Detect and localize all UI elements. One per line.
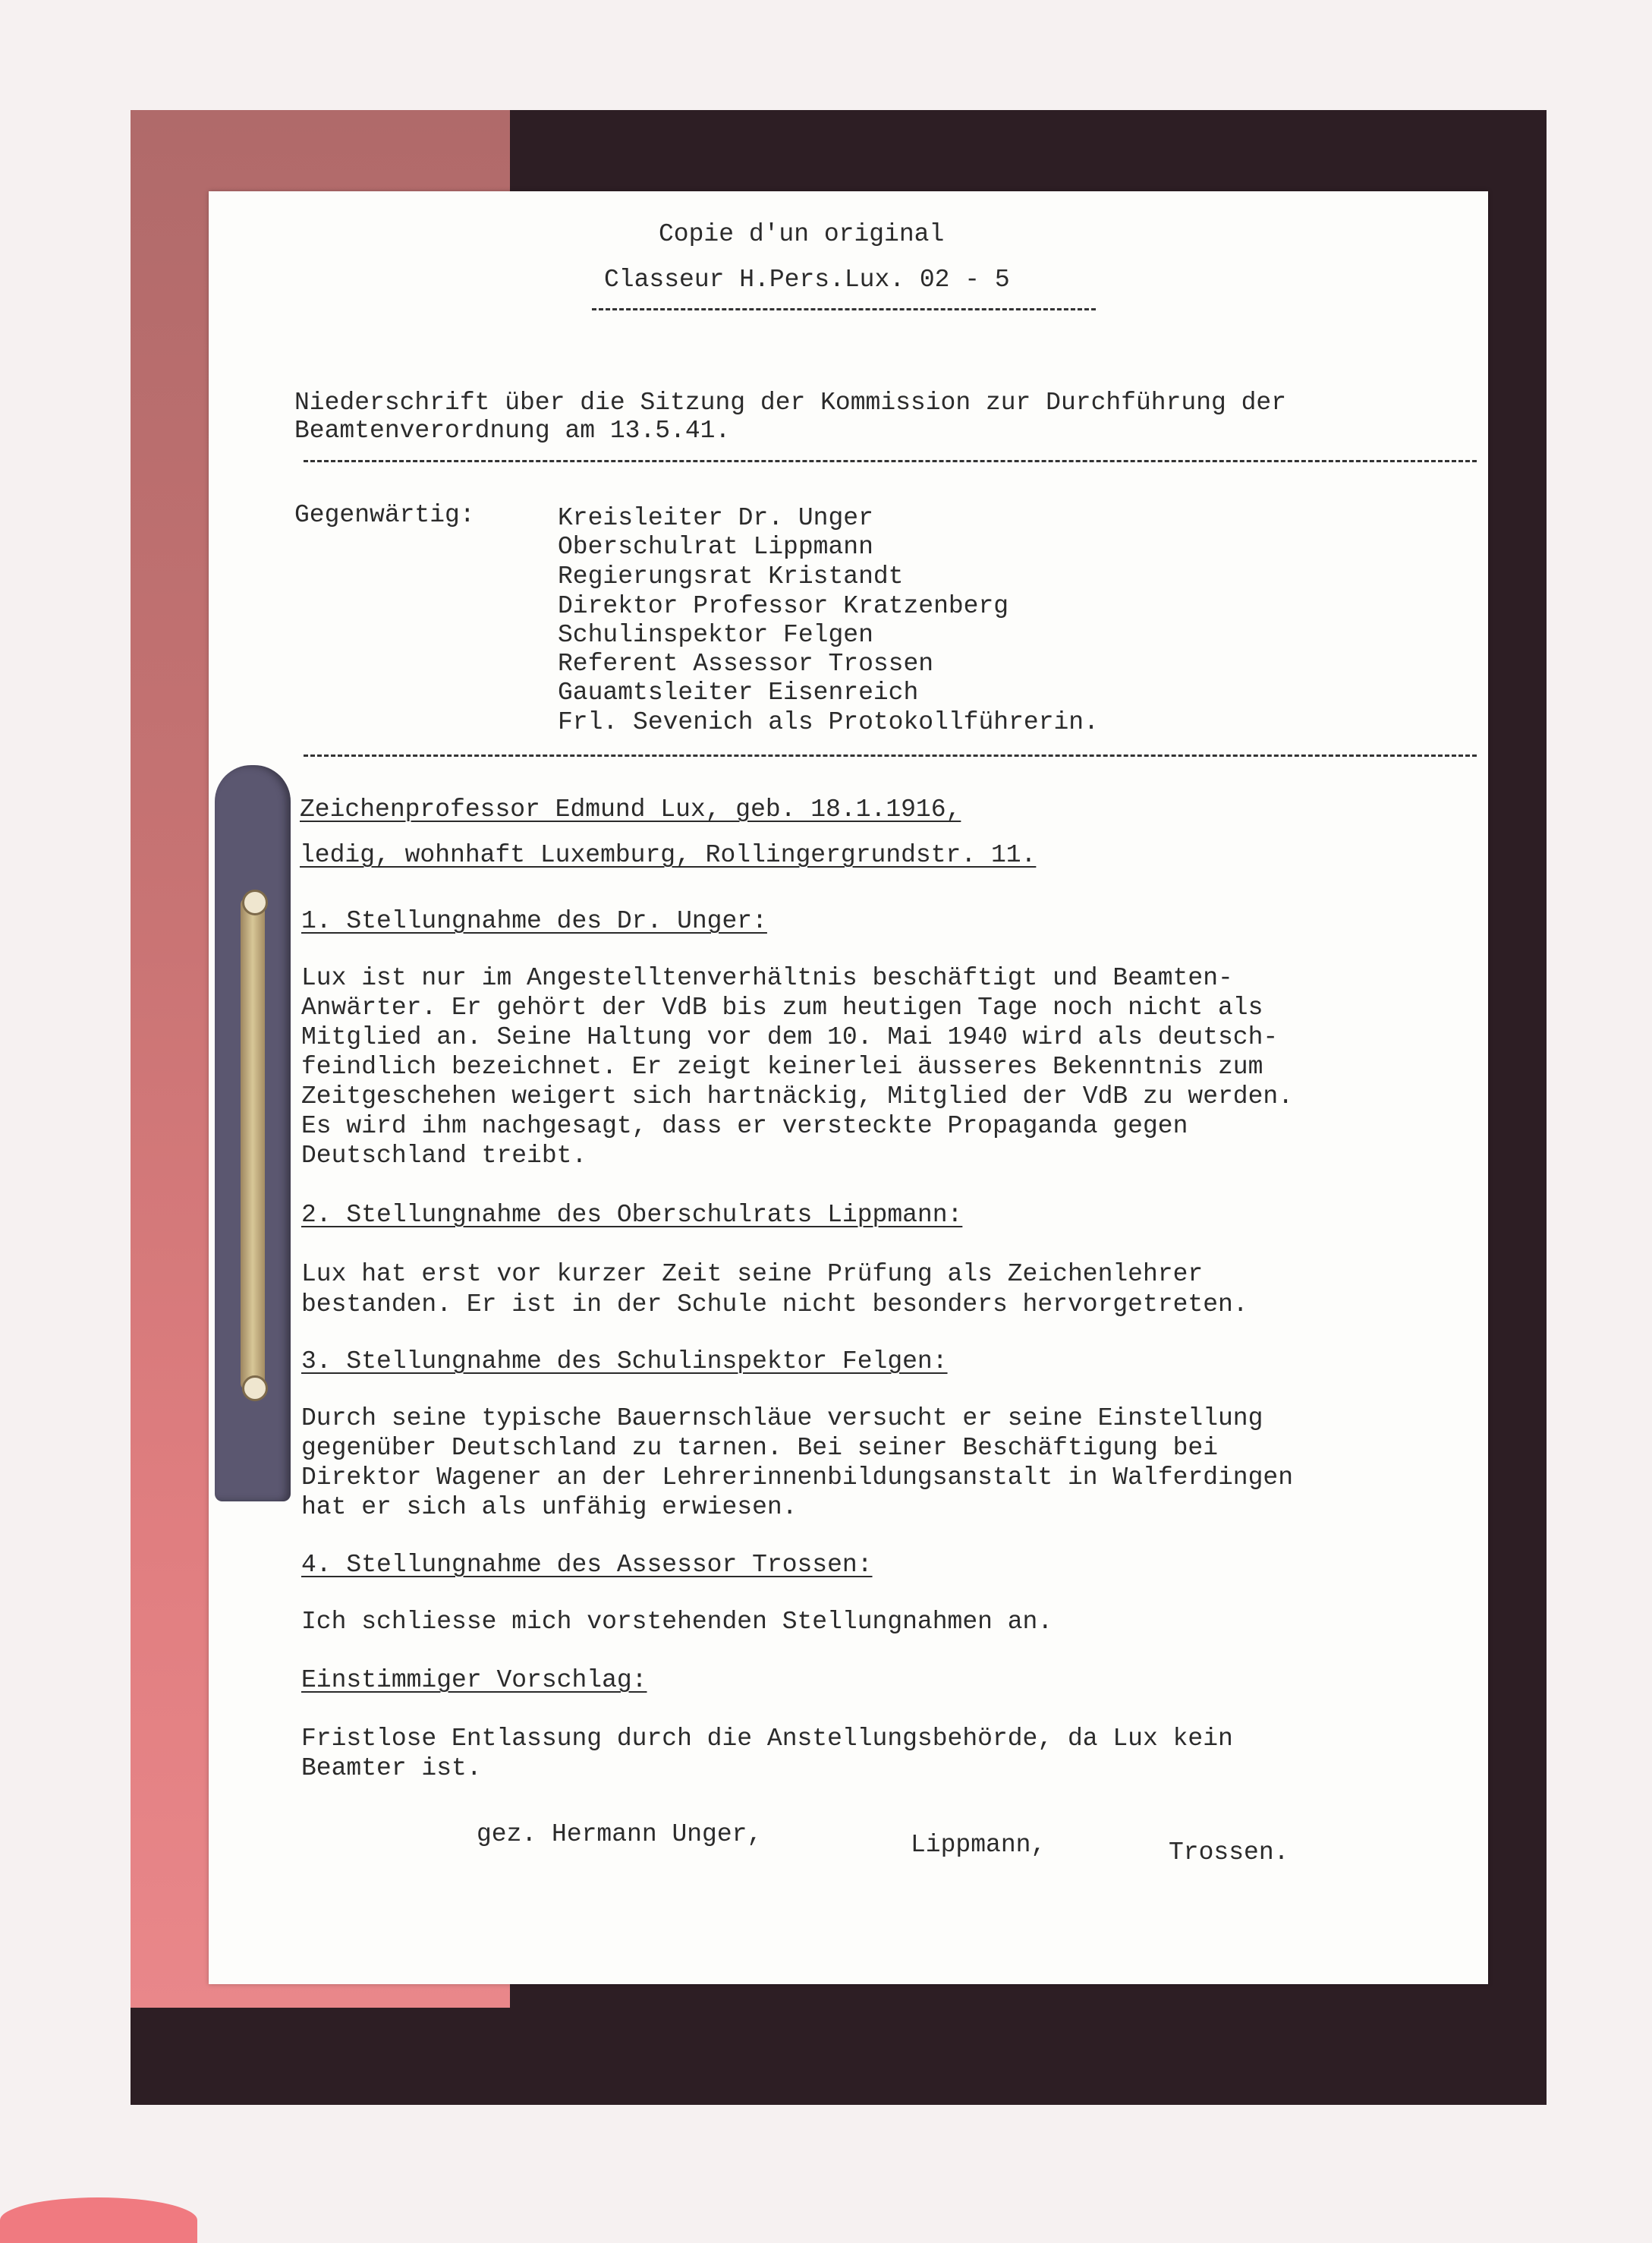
clip-ring-top <box>242 890 268 915</box>
title-line-1: Niederschrift über die Sitzung der Kommission zur Durchführung der <box>294 389 1287 417</box>
pink-blob <box>0 2197 197 2243</box>
section-line: gegenüber Deutschland zu tarnen. Bei seiner Beschäftigung bei <box>301 1434 1218 1462</box>
section-line: Direktor Wagener an der Lehrerinnenbildungsanstalt in Walferdingen <box>301 1463 1294 1492</box>
section-line: Es wird ihm nachgesagt, dass er versteckte Propaganda gegen <box>301 1112 1188 1140</box>
title-rule <box>304 460 1477 462</box>
section-line: bestanden. Er ist in der Schule nicht besonders hervorgetreten. <box>301 1290 1248 1318</box>
section-heading: 1. Stellungnahme des Dr. Unger: <box>301 907 767 935</box>
section-heading: 4. Stellungnahme des Assessor Trossen: <box>301 1551 873 1579</box>
present-member: Oberschulrat Lippmann <box>558 533 873 561</box>
section-line: Fristlose Entlassung durch die Anstellungsbehörde, da Lux kein <box>301 1725 1233 1753</box>
clip-ring-bottom <box>242 1375 268 1401</box>
section-line: Deutschland treibt. <box>301 1142 587 1170</box>
header-line-1: Copie d'un original <box>659 220 945 248</box>
section-line: Anwärter. Er gehört der VdB bis zum heutigen Tage noch nicht als <box>301 994 1263 1022</box>
present-member: Direktor Professor Kratzenberg <box>558 592 1009 620</box>
present-rule <box>304 754 1477 757</box>
section-line: hat er sich als unfähig erwiesen. <box>301 1493 798 1521</box>
present-member: Frl. Sevenich als Protokollführerin. <box>558 708 1099 736</box>
present-member: Referent Assessor Trossen <box>558 650 934 678</box>
subject-line-2: ledig, wohnhaft Luxemburg, Rollingergrundstr. 11. <box>300 841 1037 869</box>
section-line: Lux hat erst vor kurzer Zeit seine Prüfung als Zeichenlehrer <box>301 1260 1204 1288</box>
binder-clip-bar <box>241 897 265 1391</box>
signature-trossen: Trossen. <box>1169 1838 1289 1867</box>
section-line: Mitglied an. Seine Haltung vor dem 10. Mai 1940 wird als deutsch- <box>301 1023 1279 1051</box>
header-rule <box>592 308 1096 310</box>
section-line: Durch seine typische Bauernschläue versucht er seine Einstellung <box>301 1404 1263 1432</box>
subject-line-1: Zeichenprofessor Edmund Lux, geb. 18.1.1916, <box>300 795 961 824</box>
signature-unger: gez. Hermann Unger, <box>477 1820 763 1848</box>
present-member: Gauamtsleiter Eisenreich <box>558 679 919 707</box>
section-heading: 2. Stellungnahme des Oberschulrats Lippmann: <box>301 1201 963 1229</box>
header-line-2: Classeur H.Pers.Lux. 02 - 5 <box>604 266 1010 294</box>
present-member: Schulinspektor Felgen <box>558 621 873 649</box>
section-line: Ich schliesse mich vorstehenden Stellungnahmen an. <box>301 1608 1053 1636</box>
title-line-2: Beamtenverordnung am 13.5.41. <box>294 417 731 445</box>
signature-lippmann: Lippmann, <box>911 1831 1046 1859</box>
section-line: Lux ist nur im Angestelltenverhältnis beschäftigt und Beamten- <box>301 964 1233 992</box>
present-member: Regierungsrat Kristandt <box>558 562 904 591</box>
section-heading: 3. Stellungnahme des Schulinspektor Felgen: <box>301 1347 948 1375</box>
section-heading: Einstimmiger Vorschlag: <box>301 1666 647 1694</box>
section-line: Zeitgeschehen weigert sich hartnäckig, Mitglied der VdB zu werden. <box>301 1082 1294 1110</box>
section-line: feindlich bezeichnet. Er zeigt keinerlei äusseres Bekenntnis zum <box>301 1053 1263 1081</box>
present-member: Kreisleiter Dr. Unger <box>558 504 873 532</box>
section-line: Beamter ist. <box>301 1754 482 1782</box>
present-label: Gegenwärtig: <box>294 501 475 529</box>
